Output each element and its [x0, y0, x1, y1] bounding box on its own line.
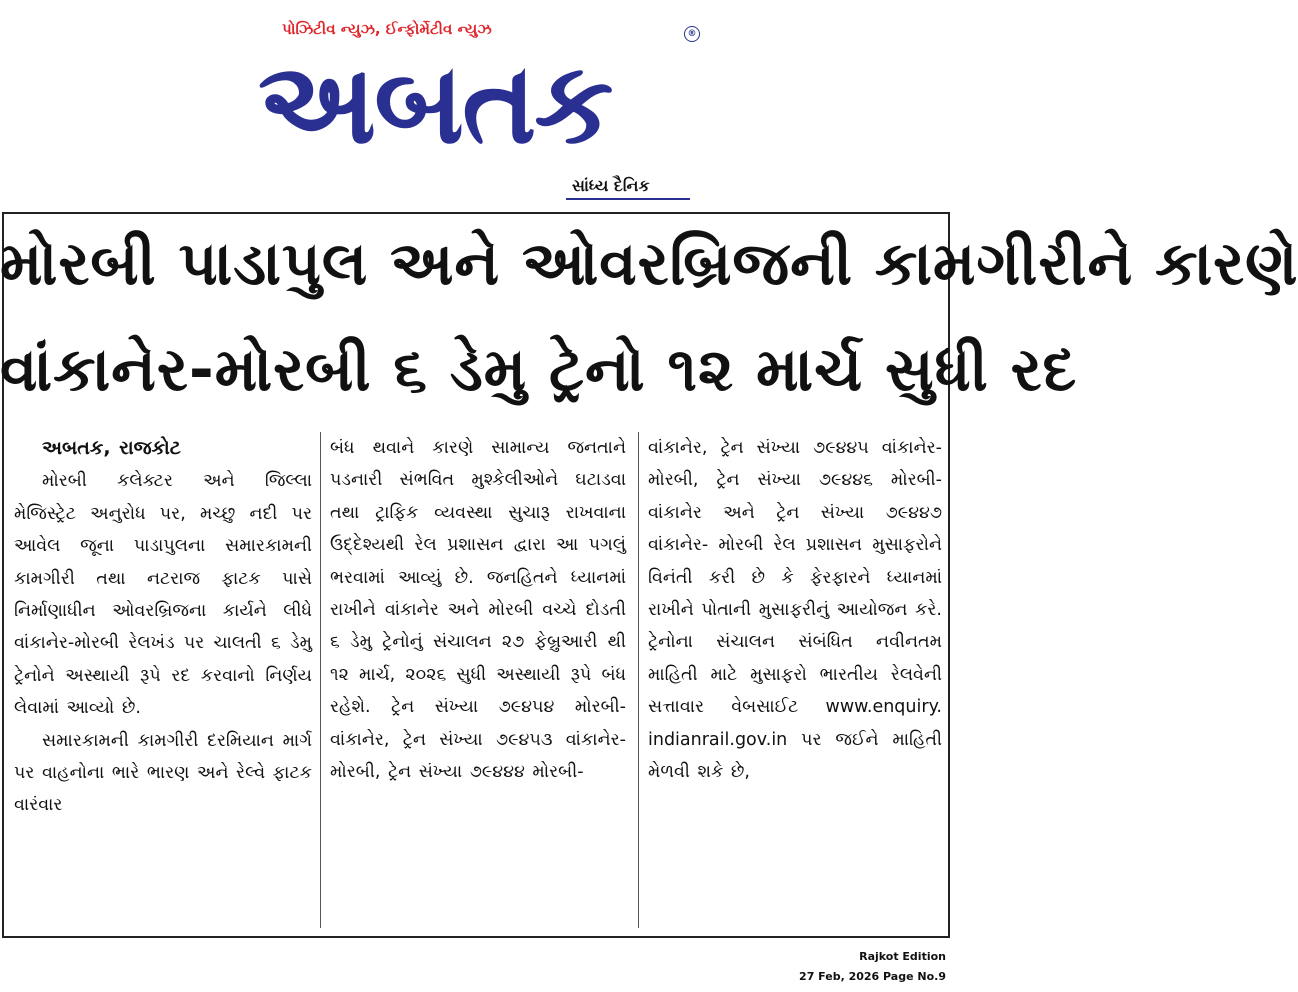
article-column-2	[330, 432, 626, 932]
masthead	[0, 0, 954, 210]
headline-line-2: વાંકાનેર-મોરબી ૬ ડેમુ ટ્રેનો ૧૨ માર્ચ સુધી રદ	[0, 335, 1078, 405]
article-column-1	[14, 432, 312, 932]
article-column-3-text: વાંકાનેર, ટ્રેન સંખ્યા ૭૯૪૪૫ વાંકાનેર- મોરબી, ટ્રેન સંખ્યા ૭૯૪૪૬ મોરબી-વાંકાનેર અને ટ્રેન સંખ્યા ૭૯૪૪૭ વાંકાનેર- મોરબી રેલ પ્રશાસન મુસાફરોને વિનંતી કરી છે કે ફેરફારને ધ્યાનમાં રાખીને પોતાની મુસાફરીનું આયોજન કરે. ટ્રેનોના સંચાલન સંબંધિત નવીનતમ માહિતી માટે મુસાફરો ભારતીય રેલવેની સત્તાવાર વેબસાઈટ www.enquiry. indianrail.gov.in પર જઈને માહિતી મેળવી શકે છે,	[648, 438, 942, 783]
newspaper-logo: અબતક	[258, 39, 612, 169]
dateline: અબતક, રાજકોટ	[42, 437, 181, 459]
masthead-subtitle: સાંધ્ય દૈનિક	[572, 176, 650, 195]
headline-line-1: મોરબી પાડાપુલ અને ઓવરબ્રિજની કામગીરીને કારણે	[0, 229, 1298, 299]
date-page-label: 27 Feb, 2026 Page No.9	[799, 970, 946, 983]
column-divider-1	[320, 432, 321, 928]
column-divider-2	[638, 432, 639, 928]
article-paragraph-2: સમારકામની કામગીરી દરમિયાન માર્ગ પર વાહનોના ભારે ભારણ અને રેલ્વે ફાટક વારંવાર	[14, 730, 312, 816]
article-column-2-text: બંધ થવાને કારણે સામાન્ય જનતાને પડનારી સંભવિત મુશ્કેલીઓને ઘટાડવા તથા ટ્રાફિક વ્યવસ્થા સુચારૂ રાખવાના ઉદ્દેશ્યથી રેલ પ્રશાસન દ્વારા આ પગલું ભરવામાં આવ્યું છે. જનહિતને ધ્યાનમાં રાખીને વાંકાનેર અને મોરબી વચ્ચે દોડતી ૬ ડેમુ ટ્રેનોનું સંચાલન ૨૭ ફેબ્રુઆરી થી ૧૨ માર્ચ, ૨૦૨૬ સુધી અસ્થાયી રૂપે બંધ રહેશે. ટ્રેન સંખ્યા ૭૯૪૫૪ મોરબી-વાંકાનેર, ટ્રેન સંખ્યા ૭૯૪૫૩ વાંકાનેર-મોરબી, ટ્રેન સંખ્યા ૭૯૪૪૪ મોરબી-	[330, 438, 626, 783]
dateline-paragraph	[14, 432, 312, 465]
subtitle-underline	[566, 198, 690, 200]
edition-label: Rajkot Edition	[859, 950, 946, 963]
masthead-tagline: પોઝિટીવ ન્યુઝ, ઈન્ફોર્મેટીવ ન્યુઝ	[282, 20, 492, 38]
registered-mark-icon: ®	[684, 26, 700, 42]
article-paragraph-1: મોરબી કલેક્ટર અને જિલ્લા મેજિસ્ટ્રેટ અનુરોધ પર, મચ્છુ નદી પર આવેલ જૂના પાડાપુલના સમારકામની કામગીરી તથા નટરાજ ફાટક પાસે નિર્માણાધીન ઓવરબ્રિજના કાર્યને લીધે વાંકાનેર-મોરબી રેલખંડ પર ચાલતી ૬ ડેમુ ટ્રેનોને અસ્થાયી રૂપે રદ કરવાનો નિર્ણય લેવામાં આવ્યો છે.	[14, 471, 312, 719]
article-column-3	[648, 432, 942, 932]
